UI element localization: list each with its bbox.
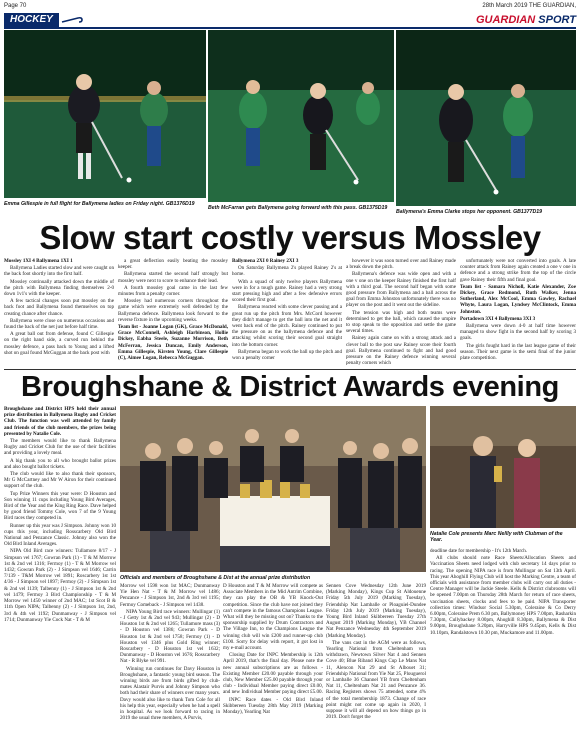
story1-column-5: unfortunately were not converted into goals. A late counter attack from Rainey again created a one v one in defence and a strong strike from the top of the circle gave Rainey their fifth and final goal. Team list - Samara Nicholl, Katie Alexander, Zoe Dickey, Grace Redmond, Ruth Walker, Jenna Sutherland, Alex McCool, Emma Gawley, Rachael Whyte, Laura Logan, Lyndsey McClintock, Emma Johnston. Portadown 3XI 4 Ballymena 3XI 3 Ballymena were down 4-0 at half time however managed to show fight in the second half by scoring 3 goals. The girls fought hard in the last league game of their season. Their next game is the semi final of the junior plate competition.	[460, 258, 576, 362]
photo-natalie-cole	[430, 406, 576, 528]
caption-emma-gillespie: Emma Gillespie in full flight for Ballymena ladies on Friday night. GB1376D19	[4, 201, 195, 207]
story2-column-b: Morrow vel 1598 won 1st MAC; Dunmanway Yie Hen Nat - T & M Morrow vel 1486; Penzance - J Simpson 1st, 2nd & 3rd vel 1195; Fermoy Comeback - J Simpson vel 1438. NIPA Young Bird race winners: Mullingar (1) - J Getty 1st & 2nd vel 943; Mullingar (2) - D Houston 1st & 2nd vel 1265; Tullamore mass (3) - D Houston vel 1386; Gowran Park - D Houston 1st & 2nd vel 1758; Fermoy (1) - D Houston vel 1346 plus Gold Ring winner; Roscarbery - D Houston 1st vel 1632; Dunmanway - D Houston vel 1676; Rosscarbery Nat - R Blyke vel 991. Winning run continues for Davy Houston in Broughshane, a fantastic young bird season. The winning birds are from birds gifted by club-mates Alastair Purvis and Johnny Simpson who both had their share of winners over many years. Davy would also like to thank Tom Cole for all his help this year, especially when he had a spell in hospital. As we look forward to racing in 2019 the usual three members, A Purvis,	[120, 583, 220, 722]
issue-date: 28th March 2019 THE GUARDIAN,	[482, 3, 576, 9]
headline-mossley: Slow start costly versus Mossley	[39, 219, 541, 256]
story2-column-e: deadline date for membership - It's 12th March. All clubs should note Race Sheets/Allocation Sheets and Vaccination Sheets need lodged with club secretary 14 days prior to racing. The opening NIPA race is from Mullingar on Sat 13th April. This year Ahoghill Flying Club will host the Marking Centre, a team of officials with assistance from member clubs will carry out all duties - Centre Manager will be Jackie Steele. Kells & District clubrooms will be opened 7.00pm on Thursday 28th March for return of race sheets, vaccination sheets, clocks and fees to be paid. NIPA Transporter collection times: Windsor Social 5.30pm, Coleraine & Co Derry 6.00pm, Coleraine Prem 6.30 pm, Ballymoney HPS 7.00pm, Rasharkin 7.30pm, Cullybackey 8.00pm, Ahoghill 8.30pm, Ballymena & Dist 9.00pm, Broughshane 9.20pm, Harryville HPS 9.45pm, Kells & Dist 10.10pm, Randalstown 10.30 pm, Muckamore and 11.00pm.	[430, 548, 576, 636]
section-divider	[4, 369, 576, 370]
photo-emma-gillespie	[4, 30, 206, 198]
caption-group-officials: Officials and members of Broughshane & Dist at the annual prize distribution	[120, 575, 311, 581]
photo-emma-clarke	[396, 30, 576, 206]
photo-group-officials	[120, 406, 426, 572]
story2-column-c: D Houston and T & M Morrow will compete as Associate Members in the Mid Antrim Combine, they can play the OB & YB Knock-Out competition. Since the club have not joined they can't compete in the famous Champions League. What will they be missing out on? Thanks to the sponsorship supplied by Drum Contractors and The Village Inn, to the Champions League the winning club will win £200 and runner-up club £100. Sorry for delay with report, it got lost in my e-mail account. Closing Date for INPC Membership is 12th April 2019, that's the final day. Please note the new annual subscriptions are as follows - Existing Member £20.00 payable through your club, New Member £25.00 payable through your club - Individual Member paying direct £0.00, and new Individual Member paying direct £5.00. INPC Race dates - Old Bird Inland Skibbereen Tuesday 28th May 2019 (Marking Monday), Yearling Nat	[223, 583, 323, 716]
story2-column-d: Sennen Cove Wednesday 12th June 2019 (Marking Monday), Kings Cup St Aldouenne Friday 5th July 2019 (Marking Tuesday), Friendship Nat Lamballe or Ploaguiel-Dundee Friday 12th July 2019 (Marking Tuesday), Young Bird Inland Skibbereen Tuesday 27th August 2019 (Marking Monday), YB Channel Nat Penzance Wednesday 4th September 2019 (Marking Monday). The vans cast in the AGM were as follows, Yearling National from Cheltenham van withdrawn, Newtown Silver Nat 4 and Sennen Cove 40; Blue Riband Kings Cup Le Mans Nat 11, Alencon Nat 29 and St Albouet 31; Friendship National from Yie Nat 25, Plouguerol or Lamballe 36 Channel YB from Cheltenham Nat 11, Cheltenham Nat 21 and Penzance 36. Racing Registers shows 75 attended, some 4% of the total membership 1873. Change of race point might not come up again in 2020, I suppose it will all depend on how things go in 2019. Don't forget the	[326, 583, 426, 721]
caption-beth-mcfarran: Beth McFarran gets Ballymena going forward with this pass. GB1375D19	[208, 205, 388, 211]
caption-natalie-cole: Natalie Cole presents Marc Nellly with Clubman of the Year.	[430, 531, 563, 543]
page-number: Page 70	[4, 3, 27, 9]
story1-column-2: a great deflection easily beating the mossley keeper. Ballymena started the second half strongly but mossley were next to score to enhance their lead. A fourth mossley goal came in the last few minutes from a penalty corner. Mossley had numerous corners throughout the game which were extremely well defended by the Ballymena defence. Ballymena look forward to the reverse fixture in the upcoming weeks. Team list - Joanne Logan (GK), Grace McDonald, Grace McConnell, Ashleigh Harbinson, Hollie Dickey, Eabha Steele, Suzanne Morrison, Beth McFerran, Jessica Duncan, Emily Anderson, Emma Gillespie, Kirsten Young, Clare Gillespie (C), Aimee Logan, Rebecca McGuggan.	[118, 258, 228, 362]
headline-awards: Broughshane & District Awards evening	[21, 371, 559, 403]
story1-column-3: Ballymena 2XI 0 Rainey 2XI 3 On Saturday Ballymena 2's played Rainey 2's at home. With a squad of only twelve players Ballymena were in for a tough game. Rainey had a very strong start pressing high and after a few defensive errors scored their first goal. Ballymena reacted with some clever passing and a great run up the pitch from Mrs. McCord however they didn't manage to get the ball into the net and it went back end of the pitch. Rainey continued to put the pressure on as the ballymena defence and the attacking whilst scoring their second goal straight into the bottom corner. Ballymena began to work the ball up the pitch and won a penalty corner	[232, 258, 342, 362]
section-label: HOCKEY	[4, 13, 59, 27]
story2-column-a: Broughshane and District HPS held their annual prize distribution in Ballymena Rugby and Cricket Club. The function was well attended by family and friends of the club members, the prizes being presented by Natalie Cole. The members would like to thank Ballymena Rugby and Cricket Club for the use of their facilities and providing a lovely meal. A big thank you to all who brought ballot prizes and also bought ballot tickets. The club would like to also thank their sponsors, Mr G McCartney and Mr W Airon for their continued support of the club. Top Prize Winners this year were: D Houston and Son winning 11 cups including Young Bird Averages, Bird of the Year and the King Ring Race. Dave helped by good friend Tommy Cole, won 7 of the 9 Young Bird races they competed in. Runner up this year was J Simpson. Johnny won 10 cups this year, including Rosscarbery Old Bird National and Penzance Classic. Johnny also won the Old Bird Inland Averages. NIPA Old Bird race winners: Tullamore 8/17 - J Simpson vel 1767; Gowran Park (1) - T & M Morrow 1st & 2nd vel 1316; Fermoy (1) - T & M Morrow vel 1432; Gowran Park (2) - J Simpson vel 1646; Carrin 7/139 - T&M Morrow vel 1891; Roscarbery 1st 1st 4/36 - J Simpson vel 1897; Fermoy (2) - J Simpson 1st & 2nd vel 1139; Talbenny (1) - J Simpson 1st & 2nd vel 1479; Fermoy 3 Bird Championship - T & M Morrow vel 1450 winner of 2nd MAC; 1st Scot B & 11th Open NIPA; Talbenny (2) - J Simpson 1st, 2nd, 3rd & 4th vel 1192; Dunmanway - J Simpson vel 1714; Dunmanway Yie Cock Nat - T & M	[4, 406, 116, 623]
hockey-stick-icon	[60, 16, 84, 24]
story1-column-1: Mossley 1XI 4 Ballymena 1XI 1 Ballymena Ladies started slow and were caught on the back foot shortly into the first half. Mossley continually attacked down the middle of the pitch with Ballymena finding themselves 2-0 down 1v1's with the keeper. A few tactical changes soon put mossley on the back foot and Ballymena found themselves on top creating chance after chance. Ballymena were close on numerous occasions and found the back of the net just before half time. A great ball out from defense, found C Gillespie on the right hand side, a curved run behind the mossley defence, a pass back to Young and a lifted shot on goal found McGuggan at the back post with	[4, 258, 114, 356]
story1-column-4: however it was soon turned over and Rainey made a break down the pitch. Ballymena's defence was wide open and with a one v one on the keeper Rainey finished the first half with a third goal. The second half began with some good pressure from Ballymena and a ball across the goal from Emma Johnston unfortunately there was no player on the post and it went out the sideline. The tension was high and both teams were determined to get the ball, which caused the umpire to stop speak to the opposition and settle the game several times. Rainey again came on with a strong attack and a clever ball to the post saw Rainey score their fourth goal. Ballymena continued to fight and had good pressure on the Rainey defence winning several penalty corners which	[346, 258, 456, 367]
caption-emma-clarke: Ballymena's Emma Clarke stops her opponent. GB1377D19	[396, 209, 542, 215]
page-header	[4, 2, 576, 11]
photo-beth-mcfarran	[208, 30, 394, 202]
section-band	[4, 13, 576, 29]
guardian-sport-logo: GUARDIAN SPORT	[475, 14, 576, 26]
